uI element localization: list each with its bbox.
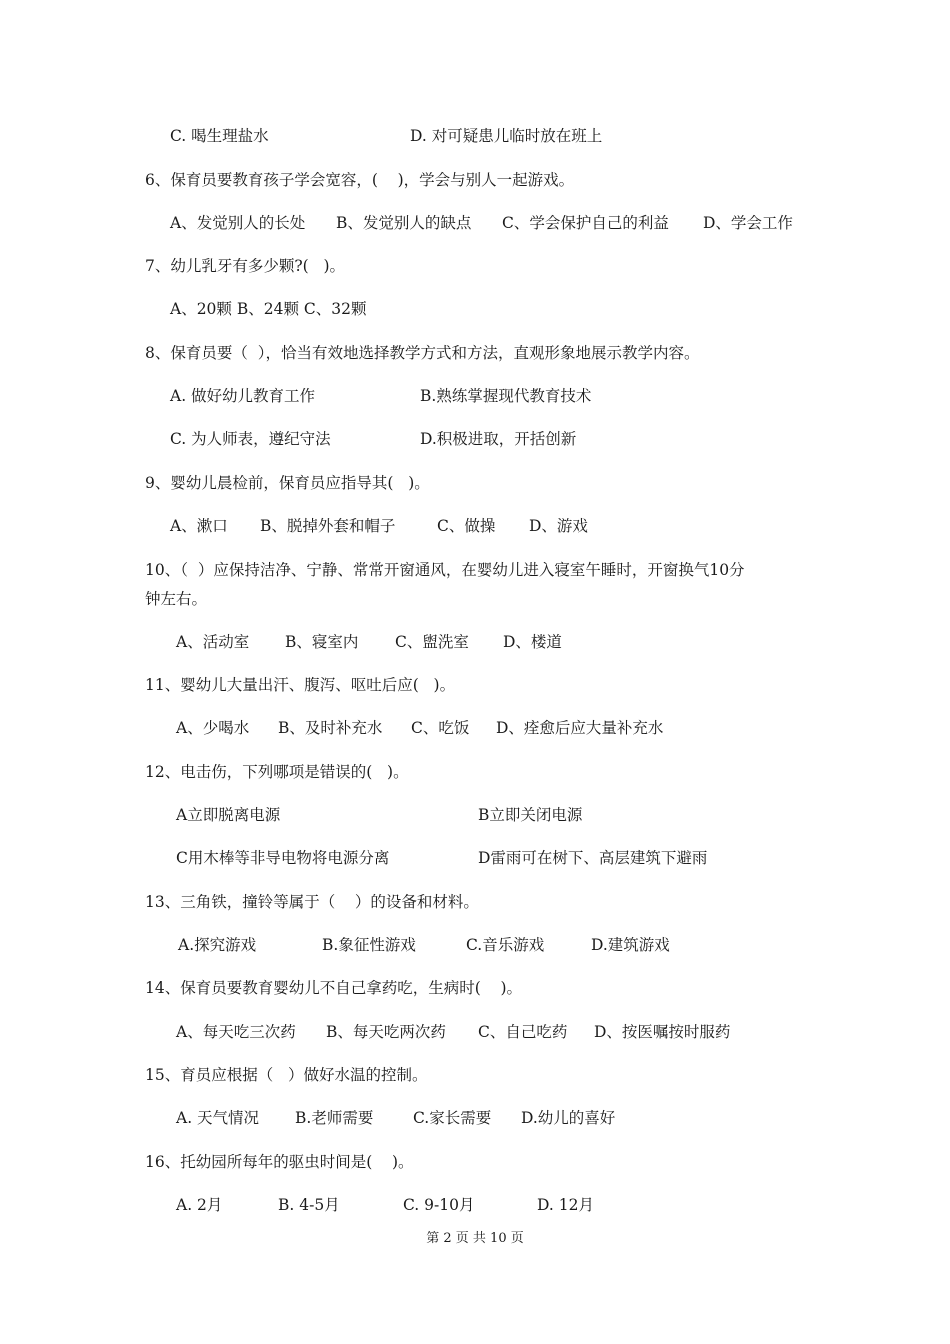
q11-option-a: A、少喝水 (176, 719, 250, 737)
q6-option-a: A、发觉别人的长处 (170, 214, 306, 232)
q9-stem: 9、婴幼儿晨检前，保育员应指导其( )。 (145, 474, 430, 492)
q16-option-b: B. 4-5月 (278, 1196, 340, 1214)
q14-option-c: C、自己吃药 (478, 1023, 568, 1041)
q11-option-d: D、痊愈后应大量补充水 (496, 719, 664, 737)
q16-option-c: C. 9-10月 (403, 1196, 475, 1214)
q13-option-c: C.音乐游戏 (466, 936, 545, 954)
q12-option-b: B立即关闭电源 (478, 806, 583, 824)
q15-option-a: A. 天气情况 (176, 1109, 260, 1127)
q13-stem: 13、三角铁，撞铃等属于（ ）的设备和材料。 (145, 893, 479, 911)
q15-stem: 15、育员应根据（ ）做好水温的控制。 (145, 1066, 428, 1084)
q6-option-b: B、发觉别人的缺点 (336, 214, 472, 232)
q11-stem: 11、婴幼儿大量出汗、腹泻、呕吐后应( )。 (145, 676, 456, 694)
q13-option-a: A.探究游戏 (178, 936, 257, 954)
q7-stem: 7、幼儿乳牙有多少颗?( )。 (145, 257, 346, 275)
page-number-footer: 第 2 页 共 10 页 (426, 1231, 524, 1246)
q6-stem: 6、保育员要教育孩子学会宽容，( )，学会与别人一起游戏。 (145, 171, 575, 189)
q10-stem-line1: 10、（ ）应保持洁净、宁静、常常开窗通风，在婴幼儿进入寝室午睡时，开窗换气10分 (145, 561, 745, 579)
q15-option-c: C.家长需要 (413, 1109, 492, 1127)
q5-option-c: C. 喝生理盐水 (170, 127, 269, 145)
q15-option-d: D.幼儿的喜好 (521, 1109, 616, 1127)
q12-option-c: C用木棒等非导电物将电源分离 (176, 849, 390, 867)
q8-option-b: B.熟练掌握现代教育技术 (420, 387, 592, 405)
q10-stem-line2: 钟左右。 (145, 590, 208, 608)
q12-option-d: D雷雨可在树下、高层建筑下避雨 (478, 849, 708, 867)
q9-option-d: D、游戏 (529, 517, 588, 535)
q6-option-c: C、学会保护自己的利益 (502, 214, 669, 232)
q8-option-c: C. 为人师表，遵纪守法 (170, 430, 331, 448)
q7-options: A、20颗 B、24颗 C、32颗 (170, 300, 367, 318)
q12-option-a: A立即脱离电源 (176, 806, 281, 824)
q12-stem: 12、电击伤，下列哪项是错误的( )。 (145, 763, 409, 781)
q11-option-b: B、及时补充水 (278, 719, 383, 737)
q14-stem: 14、保育员要教育婴幼儿不自己拿药吃，生病时( )。 (145, 979, 523, 997)
q16-option-a: A. 2月 (176, 1196, 223, 1214)
q9-option-c: C、做操 (437, 517, 496, 535)
q9-option-b: B、脱掉外套和帽子 (260, 517, 396, 535)
q14-option-b: B、每天吃两次药 (326, 1023, 446, 1041)
q9-option-a: A、漱口 (170, 517, 228, 535)
q14-option-a: A、每天吃三次药 (176, 1023, 296, 1041)
q5-option-d: D. 对可疑患儿临时放在班上 (410, 127, 603, 145)
q13-option-b: B.象征性游戏 (322, 936, 416, 954)
q13-option-d: D.建筑游戏 (591, 936, 670, 954)
q16-option-d: D. 12月 (537, 1196, 594, 1214)
q8-stem: 8、保育员要（ ），恰当有效地选择教学方式和方法，直观形象地展示教学内容。 (145, 344, 700, 362)
q16-stem: 16、托幼园所每年的驱虫时间是( )。 (145, 1153, 414, 1171)
q14-option-d: D、按医嘱按时服药 (594, 1023, 731, 1041)
q15-option-b: B.老师需要 (295, 1109, 374, 1127)
q6-option-d: D、学会工作 (703, 214, 793, 232)
q11-option-c: C、吃饭 (411, 719, 470, 737)
q8-option-a: A. 做好幼儿教育工作 (170, 387, 316, 405)
q10-option-a: A、活动室 (176, 633, 250, 651)
q10-option-d: D、楼道 (503, 633, 562, 651)
q8-option-d: D.积极进取，开括创新 (420, 430, 577, 448)
q10-option-c: C、盥洗室 (395, 633, 469, 651)
q10-option-b: B、寝室内 (285, 633, 359, 651)
